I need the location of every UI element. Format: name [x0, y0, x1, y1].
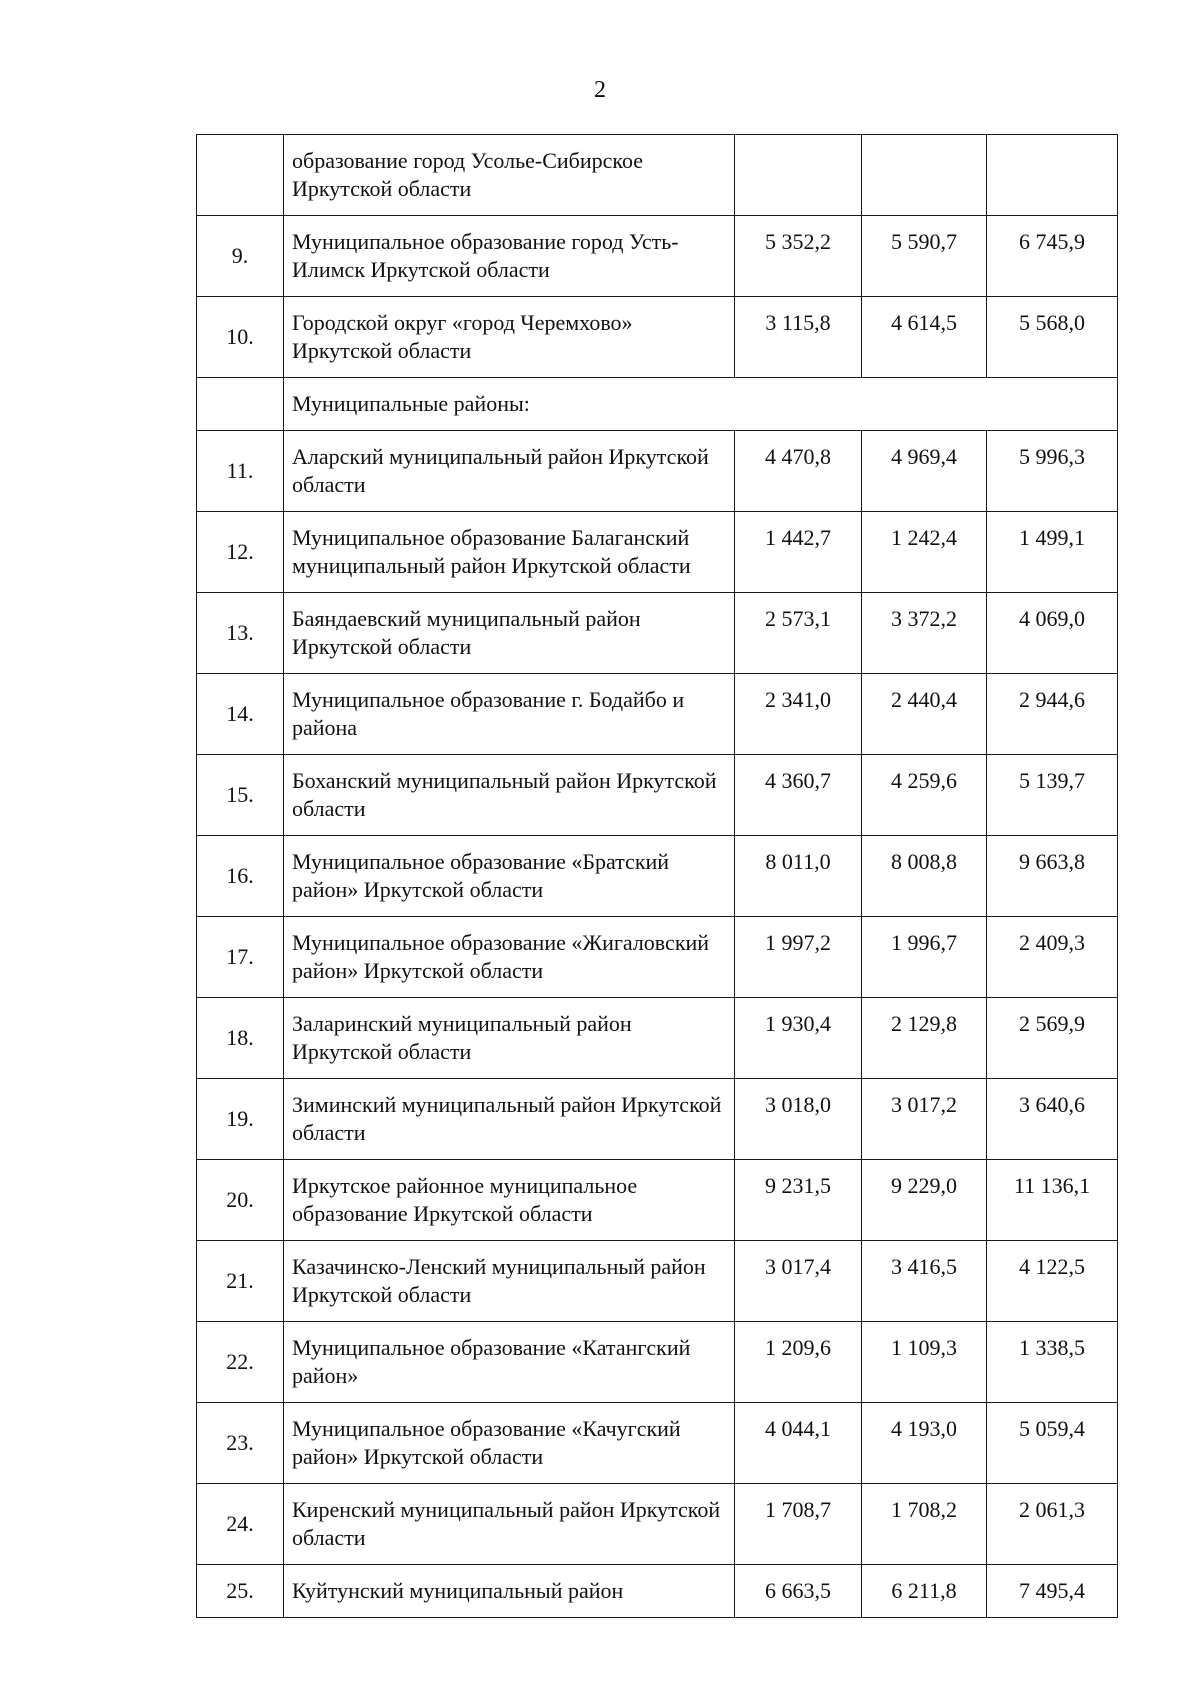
row-value-3: 9 663,8	[987, 836, 1118, 917]
section-label: Муниципальные районы:	[284, 378, 1118, 431]
row-value-2: 1 708,2	[862, 1484, 987, 1565]
row-name: Муниципальное образование «Жигаловский район» Иркутской области	[284, 917, 735, 998]
row-value-3: 5 996,3	[987, 431, 1118, 512]
row-number: 13.	[197, 593, 284, 674]
row-value-3: 4 122,5	[987, 1241, 1118, 1322]
table-row	[197, 1403, 1118, 1484]
table-row	[197, 1079, 1118, 1160]
row-name: Казачинско-Ленский муниципальный район Иркутской области	[284, 1241, 735, 1322]
row-value-1: 1 442,7	[735, 512, 862, 593]
row-value-2: 4 969,4	[862, 431, 987, 512]
row-value-3: 4 069,0	[987, 593, 1118, 674]
row-value-2: 3 372,2	[862, 593, 987, 674]
table-row	[197, 755, 1118, 836]
row-value-1: 3 018,0	[735, 1079, 862, 1160]
row-value-1: 1 997,2	[735, 917, 862, 998]
row-value-2: 4 259,6	[862, 755, 987, 836]
row-value-2	[862, 135, 987, 216]
table-row	[197, 135, 1118, 216]
row-value-3: 11 136,1	[987, 1160, 1118, 1241]
row-value-1: 2 341,0	[735, 674, 862, 755]
table-row	[197, 512, 1118, 593]
table-row	[197, 998, 1118, 1079]
row-value-3: 5 139,7	[987, 755, 1118, 836]
row-number: 11.	[197, 431, 284, 512]
row-name: Муниципальное образование Балаганский муниципальный район Иркутской области	[284, 512, 735, 593]
row-number: 14.	[197, 674, 284, 755]
row-value-1: 6 663,5	[735, 1565, 862, 1618]
row-number: 18.	[197, 998, 284, 1079]
table-row	[197, 917, 1118, 998]
row-value-1: 1 209,6	[735, 1322, 862, 1403]
row-name: Боханский муниципальный район Иркутской области	[284, 755, 735, 836]
table-body	[197, 135, 1118, 1618]
row-number: 9.	[197, 216, 284, 297]
row-name: Муниципальное образование город Усть-Илимск Иркутской области	[284, 216, 735, 297]
row-name: Муниципальное образование «Качугский район» Иркутской области	[284, 1403, 735, 1484]
row-value-3: 1 499,1	[987, 512, 1118, 593]
row-value-1: 3 017,4	[735, 1241, 862, 1322]
table-row	[197, 297, 1118, 378]
row-name: Баяндаевский муниципальный район Иркутской области	[284, 593, 735, 674]
row-value-2: 5 590,7	[862, 216, 987, 297]
table-row	[197, 836, 1118, 917]
table-row	[197, 216, 1118, 297]
row-number: 15.	[197, 755, 284, 836]
table-row	[197, 1241, 1118, 1322]
section-number-cell	[197, 378, 284, 431]
row-number: 23.	[197, 1403, 284, 1484]
row-value-2: 3 017,2	[862, 1079, 987, 1160]
row-value-1: 4 470,8	[735, 431, 862, 512]
row-name: Иркутское районное муниципальное образование Иркутской области	[284, 1160, 735, 1241]
row-number: 25.	[197, 1565, 284, 1618]
section-row	[197, 378, 1118, 431]
row-value-1: 4 044,1	[735, 1403, 862, 1484]
row-number	[197, 135, 284, 216]
row-value-2: 1 242,4	[862, 512, 987, 593]
row-value-3: 5 059,4	[987, 1403, 1118, 1484]
row-name: образование город Усолье-Сибирское Иркутской области	[284, 135, 735, 216]
row-number: 24.	[197, 1484, 284, 1565]
row-value-3: 5 568,0	[987, 297, 1118, 378]
row-value-1: 8 011,0	[735, 836, 862, 917]
row-name: Киренский муниципальный район Иркутской области	[284, 1484, 735, 1565]
row-name: Муниципальное образование «Катангский район»	[284, 1322, 735, 1403]
row-value-1: 4 360,7	[735, 755, 862, 836]
row-name: Муниципальное образование «Братский район» Иркутской области	[284, 836, 735, 917]
row-value-3: 1 338,5	[987, 1322, 1118, 1403]
table-row	[197, 1565, 1118, 1618]
row-name: Заларинский муниципальный район Иркутской области	[284, 998, 735, 1079]
row-value-3: 7 495,4	[987, 1565, 1118, 1618]
row-value-1: 1 708,7	[735, 1484, 862, 1565]
row-value-2: 8 008,8	[862, 836, 987, 917]
page-number: 2	[594, 77, 606, 103]
table-row	[197, 674, 1118, 755]
row-value-3	[987, 135, 1118, 216]
row-name: Муниципальное образование г. Бодайбо и района	[284, 674, 735, 755]
row-value-3: 2 944,6	[987, 674, 1118, 755]
row-number: 17.	[197, 917, 284, 998]
row-value-2: 2 440,4	[862, 674, 987, 755]
table-row	[197, 1322, 1118, 1403]
row-value-2: 9 229,0	[862, 1160, 987, 1241]
row-number: 20.	[197, 1160, 284, 1241]
table-row	[197, 1160, 1118, 1241]
row-name: Куйтунский муниципальный район	[284, 1565, 735, 1618]
row-value-3: 2 409,3	[987, 917, 1118, 998]
row-value-2: 6 211,8	[862, 1565, 987, 1618]
row-value-1: 2 573,1	[735, 593, 862, 674]
budget-table	[196, 134, 1118, 1618]
row-number: 19.	[197, 1079, 284, 1160]
row-number: 16.	[197, 836, 284, 917]
row-value-3: 2 569,9	[987, 998, 1118, 1079]
table-row	[197, 593, 1118, 674]
row-number: 10.	[197, 297, 284, 378]
row-number: 22.	[197, 1322, 284, 1403]
row-value-1: 1 930,4	[735, 998, 862, 1079]
row-value-2: 2 129,8	[862, 998, 987, 1079]
row-value-1: 5 352,2	[735, 216, 862, 297]
row-value-1: 3 115,8	[735, 297, 862, 378]
row-value-2: 4 614,5	[862, 297, 987, 378]
row-value-2: 3 416,5	[862, 1241, 987, 1322]
row-name: Зиминский муниципальный район Иркутской области	[284, 1079, 735, 1160]
row-value-3: 3 640,6	[987, 1079, 1118, 1160]
table-row	[197, 1484, 1118, 1565]
row-value-2: 1 109,3	[862, 1322, 987, 1403]
row-value-1	[735, 135, 862, 216]
row-value-1: 9 231,5	[735, 1160, 862, 1241]
row-number: 21.	[197, 1241, 284, 1322]
row-name: Аларский муниципальный район Иркутской области	[284, 431, 735, 512]
row-value-2: 1 996,7	[862, 917, 987, 998]
table-row	[197, 431, 1118, 512]
row-value-3: 6 745,9	[987, 216, 1118, 297]
row-name: Городской округ «город Черемхово» Иркутской области	[284, 297, 735, 378]
row-number: 12.	[197, 512, 284, 593]
row-value-2: 4 193,0	[862, 1403, 987, 1484]
row-value-3: 2 061,3	[987, 1484, 1118, 1565]
